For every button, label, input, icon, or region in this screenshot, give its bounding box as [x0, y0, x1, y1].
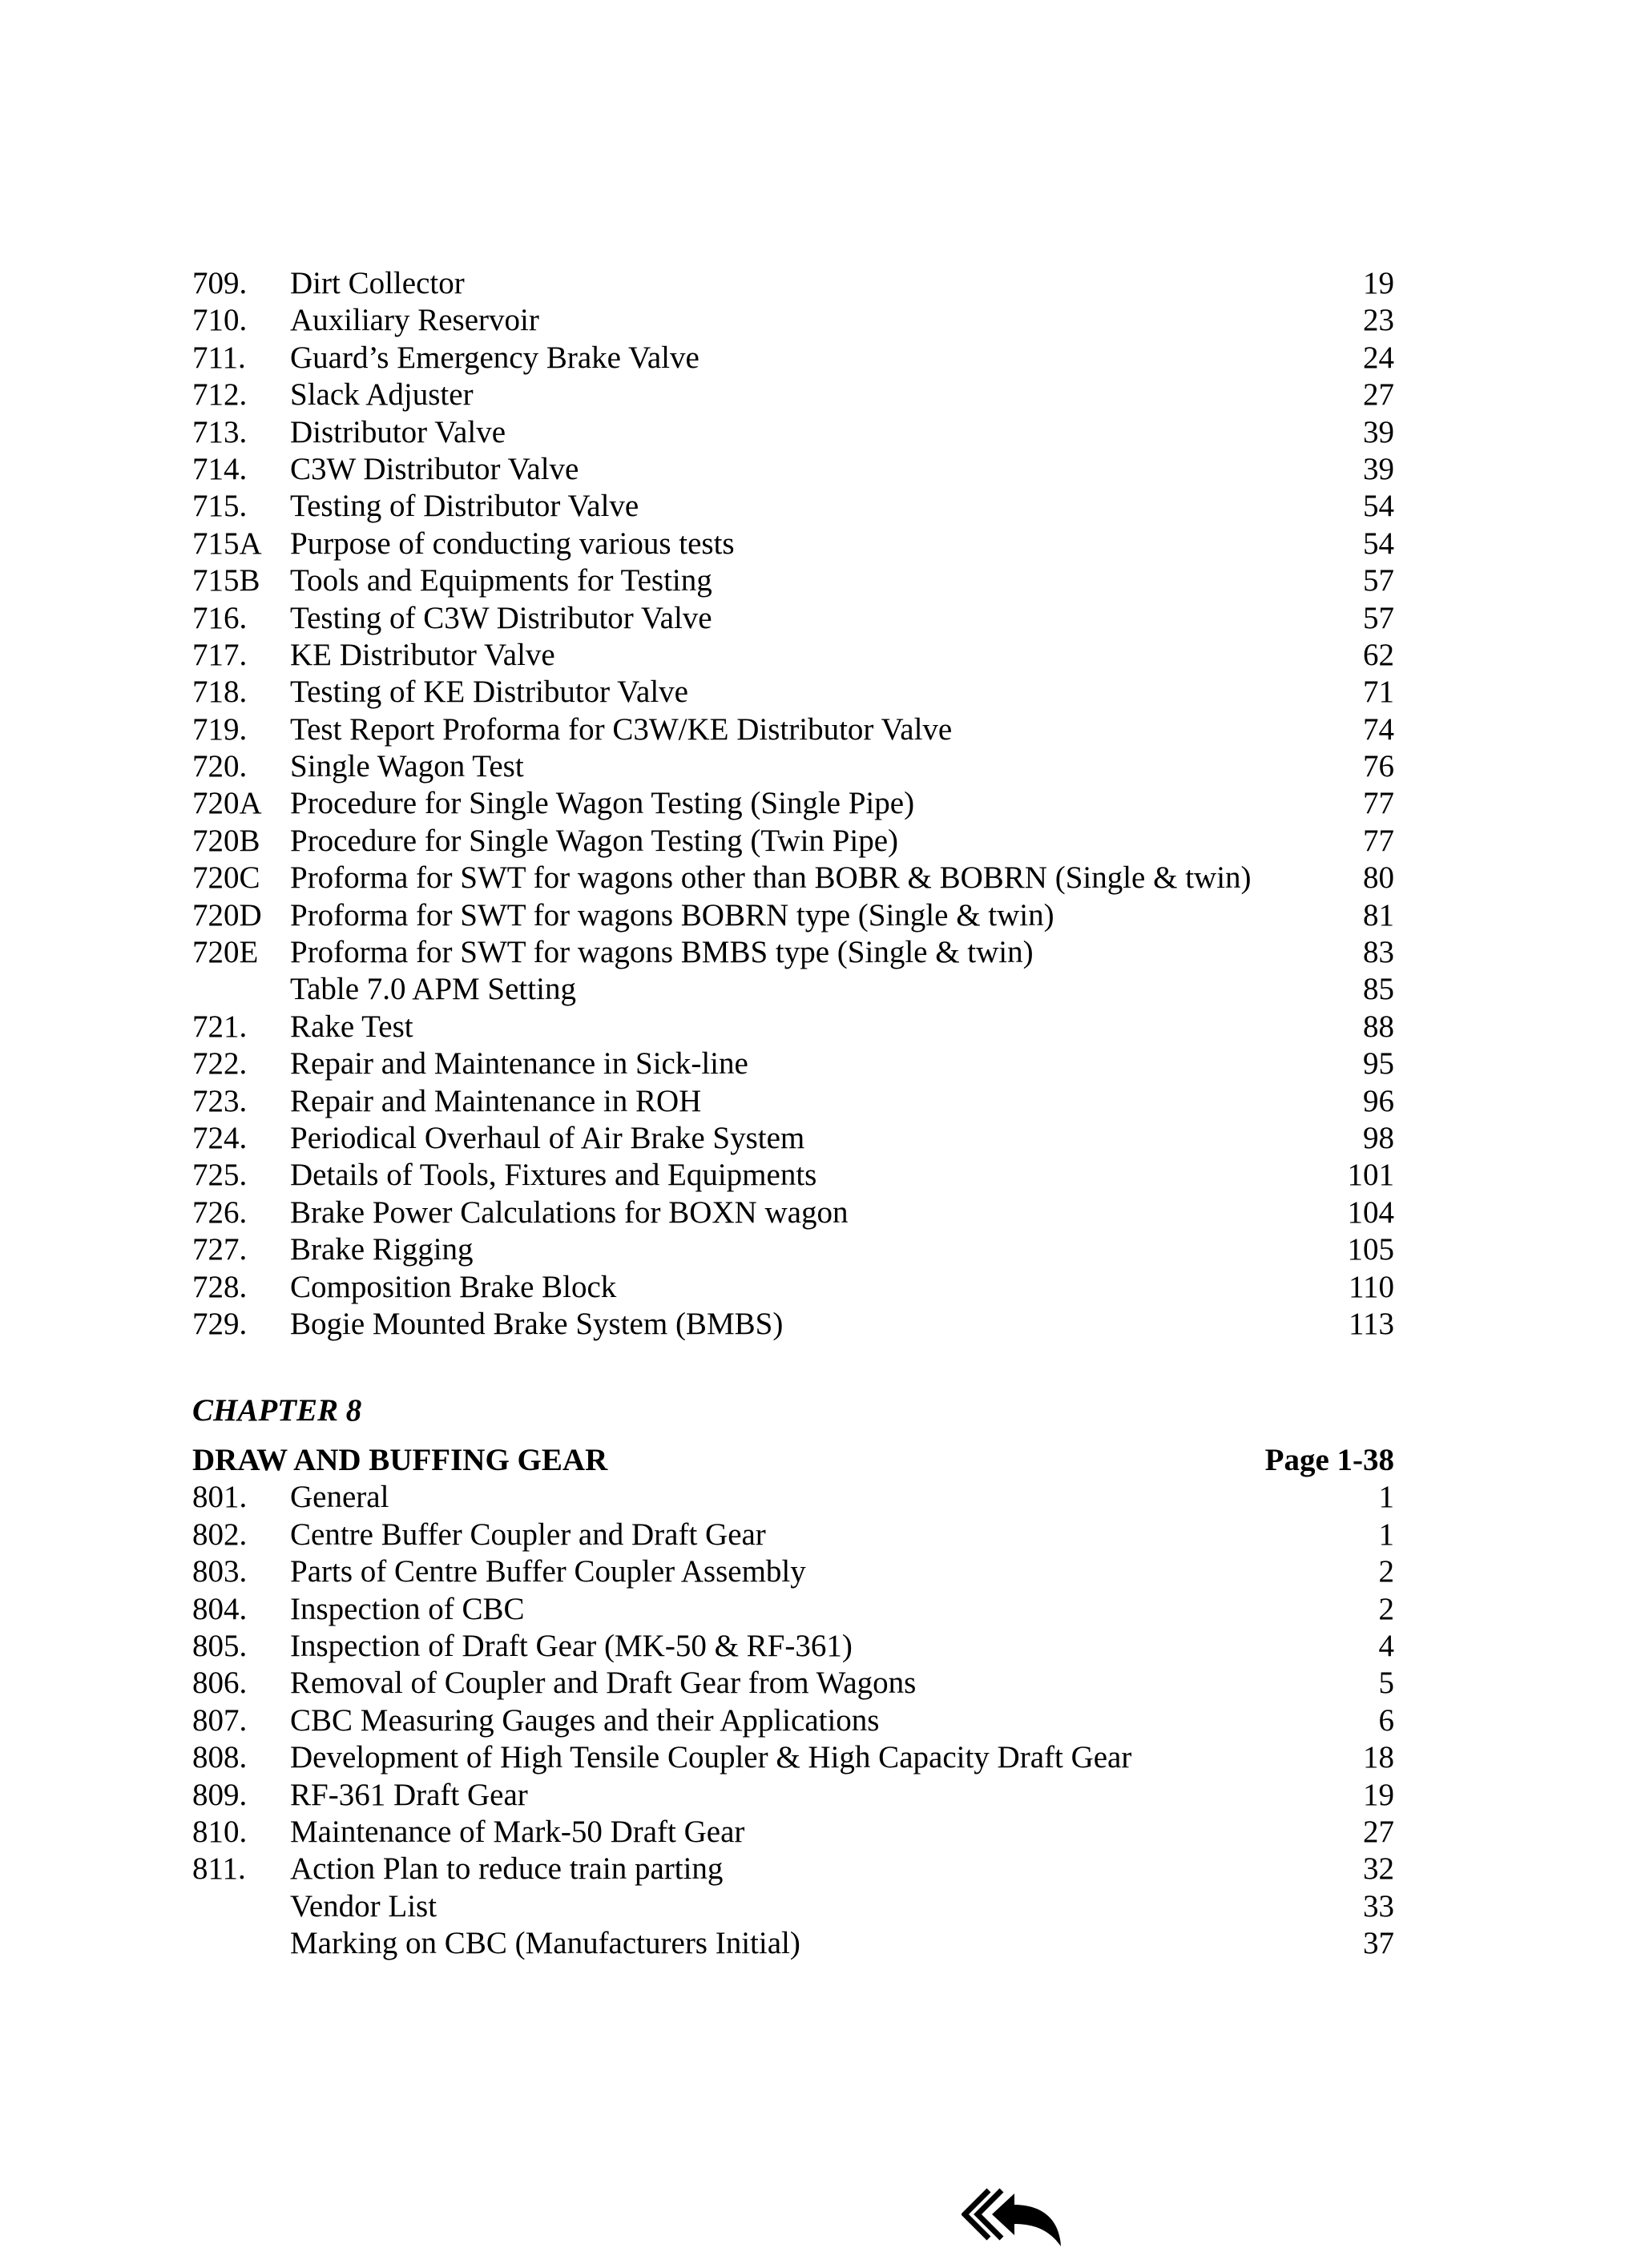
section-title: Test Report Proforma for C3W/KE Distributor Valve [290, 711, 953, 747]
section-number: 806. [192, 1666, 248, 1701]
toc-entry[interactable] [192, 1553, 1394, 1590]
page-number: 105 [1347, 1232, 1394, 1267]
page-number: 5 [1378, 1666, 1394, 1701]
toc-entry[interactable] [192, 1231, 1394, 1268]
toc-entry[interactable] [192, 1814, 1394, 1851]
page-number: 85 [1363, 972, 1394, 1007]
section-number: 802. [192, 1517, 248, 1552]
page-number: 39 [1363, 451, 1394, 486]
section-title: Tools and Equipments for Testing [290, 563, 712, 598]
section-title: Guard’s Emergency Brake Valve [290, 340, 700, 375]
page-number: 24 [1363, 340, 1394, 375]
section-number: 727. [192, 1232, 248, 1267]
section-title: Removal of Coupler and Draft Gear from Wagons [290, 1666, 917, 1701]
section-number: 722. [192, 1046, 248, 1082]
toc-entry[interactable] [192, 1777, 1394, 1814]
toc-entry[interactable] [192, 1479, 1394, 1516]
toc-entry[interactable] [192, 451, 1394, 488]
section-number: 720. [192, 749, 248, 784]
section-number: 713. [192, 414, 248, 449]
page-number: 76 [1363, 749, 1394, 784]
section-title: RF-361 Draft Gear [290, 1777, 528, 1812]
toc-entry[interactable] [192, 265, 1394, 302]
toc-entry[interactable] [192, 1591, 1394, 1628]
toc-entry[interactable] [192, 897, 1394, 934]
toc-entry[interactable] [192, 1083, 1394, 1120]
page-number: 19 [1363, 266, 1394, 300]
section-title: CBC Measuring Gauges and their Applications [290, 1702, 880, 1738]
page-number: 37 [1363, 1926, 1394, 1961]
toc-entry[interactable] [192, 1702, 1394, 1739]
section-number: 720A [192, 786, 262, 821]
section-title: KE Distributor Valve [290, 637, 555, 672]
section-number: 810. [192, 1814, 248, 1849]
section-number: 717. [192, 637, 248, 672]
toc-entry[interactable] [192, 340, 1394, 377]
toc-chapter-8 [192, 1479, 1394, 1962]
page-number: 1 [1378, 1480, 1394, 1515]
section-number: 715A [192, 526, 262, 561]
page-number: 95 [1363, 1046, 1394, 1082]
toc-entry[interactable] [192, 1925, 1394, 1962]
section-number: 807. [192, 1702, 248, 1738]
section-title: Auxiliary Reservoir [290, 303, 539, 338]
section-title: Repair and Maintenance in ROH [290, 1083, 702, 1118]
section-number: 726. [192, 1194, 248, 1230]
section-title: Procedure for Single Wagon Testing (Twin Pipe) [290, 823, 898, 858]
page-number: 81 [1363, 897, 1394, 933]
page-number: 23 [1363, 303, 1394, 338]
toc-entry[interactable] [192, 1851, 1394, 1887]
page-number: 27 [1363, 1814, 1394, 1849]
section-title: Proforma for SWT for wagons BOBRN type (Single & twin) [290, 897, 1054, 933]
chapter-label: CHAPTER 8 [192, 1393, 362, 1428]
page-number: 113 [1348, 1306, 1394, 1341]
page-number: 4 [1378, 1628, 1394, 1663]
section-number: 720C [192, 860, 260, 896]
section-number: 804. [192, 1591, 248, 1626]
back-button[interactable] [962, 2184, 1066, 2250]
page-number: 2 [1378, 1591, 1394, 1626]
toc-entry[interactable] [192, 302, 1394, 339]
section-number: 803. [192, 1554, 248, 1589]
page-number: 104 [1347, 1194, 1394, 1230]
section-title: Action Plan to reduce train parting [290, 1851, 724, 1887]
page-number: 19 [1363, 1777, 1394, 1812]
page-number: 96 [1363, 1083, 1394, 1118]
page-number: 77 [1363, 786, 1394, 821]
section-title: Centre Buffer Coupler and Draft Gear [290, 1517, 766, 1552]
page-number: 2 [1378, 1554, 1394, 1589]
section-number: 718. [192, 675, 248, 710]
toc-entry[interactable] [192, 526, 1394, 562]
toc-entry[interactable] [192, 562, 1394, 599]
toc-entry[interactable] [192, 674, 1394, 711]
page-number: 80 [1363, 860, 1394, 896]
toc-entry[interactable] [192, 971, 1394, 1008]
section-number: 805. [192, 1628, 248, 1663]
section-title: Repair and Maintenance in Sick-line [290, 1046, 748, 1082]
section-number: 724. [192, 1120, 248, 1155]
section-number: 725. [192, 1158, 248, 1193]
section-title: Bogie Mounted Brake System (BMBS) [290, 1306, 784, 1341]
section-number: 808. [192, 1740, 248, 1775]
page-number: 54 [1363, 489, 1394, 524]
section-title: Brake Power Calculations for BOXN wagon [290, 1194, 849, 1230]
chapter-heading [192, 1442, 1394, 1479]
toc-entry[interactable] [192, 1157, 1394, 1194]
toc-entry[interactable] [192, 1045, 1394, 1082]
section-title: Parts of Centre Buffer Coupler Assembly [290, 1554, 806, 1589]
page-number: 88 [1363, 1009, 1394, 1044]
page-number: 101 [1347, 1158, 1394, 1193]
section-title: Maintenance of Mark-50 Draft Gear [290, 1814, 745, 1849]
toc-entry[interactable] [192, 1517, 1394, 1553]
section-number: 710. [192, 303, 248, 338]
section-number: 720B [192, 823, 260, 858]
toc-entry[interactable] [192, 637, 1394, 674]
section-title: Distributor Valve [290, 414, 506, 449]
section-title: Inspection of Draft Gear (MK-50 & RF-361) [290, 1628, 853, 1663]
section-title: Periodical Overhaul of Air Brake System [290, 1120, 805, 1155]
section-title: Marking on CBC (Manufacturers Initial) [290, 1926, 800, 1961]
page-number: 54 [1363, 526, 1394, 561]
section-number: 721. [192, 1009, 248, 1044]
toc-entry[interactable] [192, 1009, 1394, 1045]
page-number: 57 [1363, 563, 1394, 598]
section-title: Dirt Collector [290, 266, 465, 300]
toc-chapter-7 [192, 265, 1394, 1343]
page-number: 1 [1378, 1517, 1394, 1552]
toc-entry[interactable] [192, 1120, 1394, 1157]
section-title: Vendor List [290, 1888, 437, 1924]
page-number: 110 [1348, 1269, 1394, 1304]
page-number: 6 [1378, 1702, 1394, 1738]
page-number: 98 [1363, 1120, 1394, 1155]
toc-entry[interactable] [192, 1628, 1394, 1665]
section-title: Proforma for SWT for wagons BMBS type (Single & twin) [290, 935, 1034, 970]
toc-entry[interactable] [192, 934, 1394, 971]
section-number: 723. [192, 1083, 248, 1118]
page-number: 33 [1363, 1888, 1394, 1924]
page-number: 77 [1363, 823, 1394, 858]
toc-entry[interactable] [192, 1194, 1394, 1231]
page-number: 39 [1363, 414, 1394, 449]
section-number: 712. [192, 377, 248, 413]
section-number: 811. [192, 1851, 246, 1887]
toc-entry[interactable] [192, 377, 1394, 413]
page-number: 57 [1363, 600, 1394, 635]
section-number: 711. [192, 340, 246, 375]
section-number: 720E [192, 935, 259, 970]
back-arrow-icon [962, 2184, 1066, 2250]
section-number: 720D [192, 897, 262, 933]
section-number: 709. [192, 266, 248, 300]
page-number: 18 [1363, 1740, 1394, 1775]
page-number: 62 [1363, 637, 1394, 672]
toc-entry[interactable] [192, 1665, 1394, 1702]
page-number: 32 [1363, 1851, 1394, 1887]
toc-entry[interactable] [192, 488, 1394, 525]
toc-entry[interactable] [192, 414, 1394, 451]
page-number: 74 [1363, 711, 1394, 747]
section-title: Procedure for Single Wagon Testing (Single Pipe) [290, 786, 915, 821]
section-title: Proforma for SWT for wagons other than BOBR & BOBRN (Single & twin) [290, 860, 1252, 896]
section-title: Development of High Tensile Coupler & High Capacity Draft Gear [290, 1740, 1132, 1775]
section-number: 729. [192, 1306, 248, 1341]
section-title: Purpose of conducting various tests [290, 526, 735, 561]
section-title: C3W Distributor Valve [290, 451, 579, 486]
toc-entry[interactable] [192, 785, 1394, 822]
section-title: Brake Rigging [290, 1232, 474, 1267]
section-number: 801. [192, 1480, 248, 1515]
section-title: Composition Brake Block [290, 1269, 617, 1304]
page-number: 71 [1363, 675, 1394, 710]
section-number: 716. [192, 600, 248, 635]
section-title: Rake Test [290, 1009, 413, 1044]
section-title: Testing of Distributor Valve [290, 489, 639, 524]
toc-entry[interactable] [192, 600, 1394, 637]
toc-entry[interactable] [192, 1888, 1394, 1925]
toc-entry[interactable] [192, 748, 1394, 785]
section-number: 809. [192, 1777, 248, 1812]
section-title: Inspection of CBC [290, 1591, 525, 1626]
toc-entry[interactable] [192, 711, 1394, 748]
toc-entry[interactable] [192, 1739, 1394, 1776]
section-title: Testing of KE Distributor Valve [290, 675, 688, 710]
section-title: Slack Adjuster [290, 377, 474, 413]
section-number: 715. [192, 489, 248, 524]
section-number: 715B [192, 563, 260, 598]
toc-entry[interactable] [192, 823, 1394, 860]
page-number: 27 [1363, 377, 1394, 413]
toc-entry[interactable] [192, 1269, 1394, 1306]
section-number: 714. [192, 451, 248, 486]
section-title: Table 7.0 APM Setting [290, 972, 576, 1007]
chapter-page-range: Page 1-38 [1264, 1443, 1394, 1477]
section-number: 719. [192, 711, 248, 747]
section-title: General [290, 1480, 389, 1515]
section-title: Details of Tools, Fixtures and Equipments [290, 1158, 817, 1193]
toc-entry[interactable] [192, 860, 1394, 896]
page-number: 83 [1363, 935, 1394, 970]
section-title: Single Wagon Test [290, 749, 524, 784]
section-number: 728. [192, 1269, 248, 1304]
chapter-title: DRAW AND BUFFING GEAR [192, 1443, 608, 1477]
toc-entry[interactable] [192, 1306, 1394, 1343]
section-title: Testing of C3W Distributor Valve [290, 600, 712, 635]
